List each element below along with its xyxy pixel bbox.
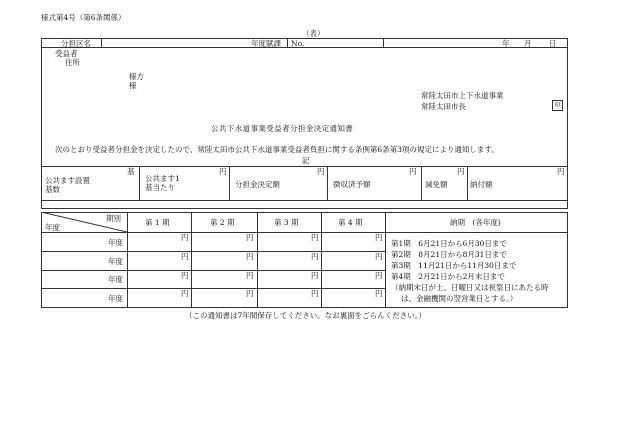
payment-amount-label: 納付額 — [470, 180, 493, 189]
row-year-label: 年度 — [108, 257, 123, 266]
yen-unit: 円 — [181, 289, 189, 298]
omote-label: （表） — [302, 29, 325, 38]
collected-amount-label: 徴収済予額 — [333, 180, 371, 189]
year-label: 年度 — [45, 223, 60, 232]
ms-count-label: 公共ます設置 — [45, 176, 90, 185]
col-period-1: 第 1 期 — [145, 218, 170, 227]
per-ms-label: 公共ます1 — [145, 174, 180, 183]
yen-unit: 円 — [375, 252, 383, 261]
ki-label: 記 — [302, 156, 310, 165]
yen-unit: 円 — [375, 271, 383, 280]
yen-unit: 円 — [246, 233, 254, 242]
ki-unit: 基 — [127, 167, 135, 176]
yen-unit: 円 — [181, 233, 189, 242]
form-number: 様式第4号（第6条関係） — [41, 13, 126, 22]
yen-unit: 円 — [375, 289, 383, 298]
sama-kata: 様方 — [129, 72, 144, 81]
recipient-label: 受益者 — [55, 49, 78, 58]
ms-count-label-2: 基数 — [45, 185, 60, 194]
yen-unit: 円 — [557, 167, 565, 176]
deadline-period-4: 第4期 2月21日から2月末日まで — [391, 272, 505, 281]
issuer-mayor: 常陸太田市長 — [421, 102, 466, 111]
yen-unit: 円 — [317, 167, 325, 176]
address-label: 住所 — [65, 58, 80, 67]
deadline-period-1: 第1期 6月21日から6月30日まで — [391, 239, 507, 248]
yen-unit: 円 — [311, 233, 319, 242]
document-title: 公共下水道事業受益者分担金決定通知書 — [211, 124, 354, 133]
issuer-office: 常陸太田市上下水道事業 — [421, 91, 504, 100]
deadline-period-2: 第2期 8月21日から8月31日まで — [391, 250, 507, 259]
yen-unit: 円 — [311, 289, 319, 298]
col-period-2: 第 2 期 — [210, 218, 235, 227]
row-year-label: 年度 — [108, 238, 123, 247]
row-year-label: 年度 — [108, 294, 123, 303]
date-month: 月 — [524, 39, 532, 48]
yen-unit: 円 — [246, 271, 254, 280]
deadline-period-3: 第3期 11月21日から11月30日まで — [391, 261, 517, 270]
deadline-note-2: は、金融機関の翌営業日とする。） — [401, 294, 518, 303]
seal-mark: 印 — [552, 100, 563, 111]
row-year-label: 年度 — [108, 275, 123, 284]
yen-unit: 円 — [246, 252, 254, 261]
col-period-4: 第 4 期 — [338, 218, 363, 227]
yen-unit: 円 — [219, 167, 227, 176]
yen-unit: 円 — [311, 252, 319, 261]
footer-note: （この通知書は7年間保存してください。なお裏面をごらんください。） — [185, 311, 427, 320]
body-text: 次のとおり受益者分担金を決定したので、常陸太田市公共下水道事業受益者負担に関する条例第6条第3項の規定により通知します。 — [55, 145, 499, 154]
yen-unit: 円 — [181, 271, 189, 280]
sama: 様 — [129, 81, 137, 90]
col-period-3: 第 3 期 — [274, 218, 299, 227]
yen-unit: 円 — [375, 233, 383, 242]
reduced-amount-label: 減免額 — [425, 180, 448, 189]
period-label: 期別 — [106, 214, 121, 223]
decided-amount-label: 分担金決定額 — [235, 180, 280, 189]
date-year: 年 — [502, 39, 510, 48]
deadline-note: （納期末日が土、日曜日又は祝祭日にあたる時 — [391, 283, 549, 292]
yen-unit: 円 — [311, 271, 319, 280]
district-label: 分担区名 — [61, 39, 91, 48]
no-label: No. — [291, 39, 305, 48]
yen-unit: 円 — [181, 252, 189, 261]
yen-unit: 円 — [246, 289, 254, 298]
per-ms-label-2: 基当たり — [145, 183, 175, 192]
date-day: 日 — [549, 39, 557, 48]
yen-unit: 円 — [409, 167, 417, 176]
assess-year-label: 年度賦課 — [251, 39, 281, 48]
deadline-header: 納期 (各年度) — [450, 218, 501, 227]
yen-unit: 円 — [457, 167, 465, 176]
